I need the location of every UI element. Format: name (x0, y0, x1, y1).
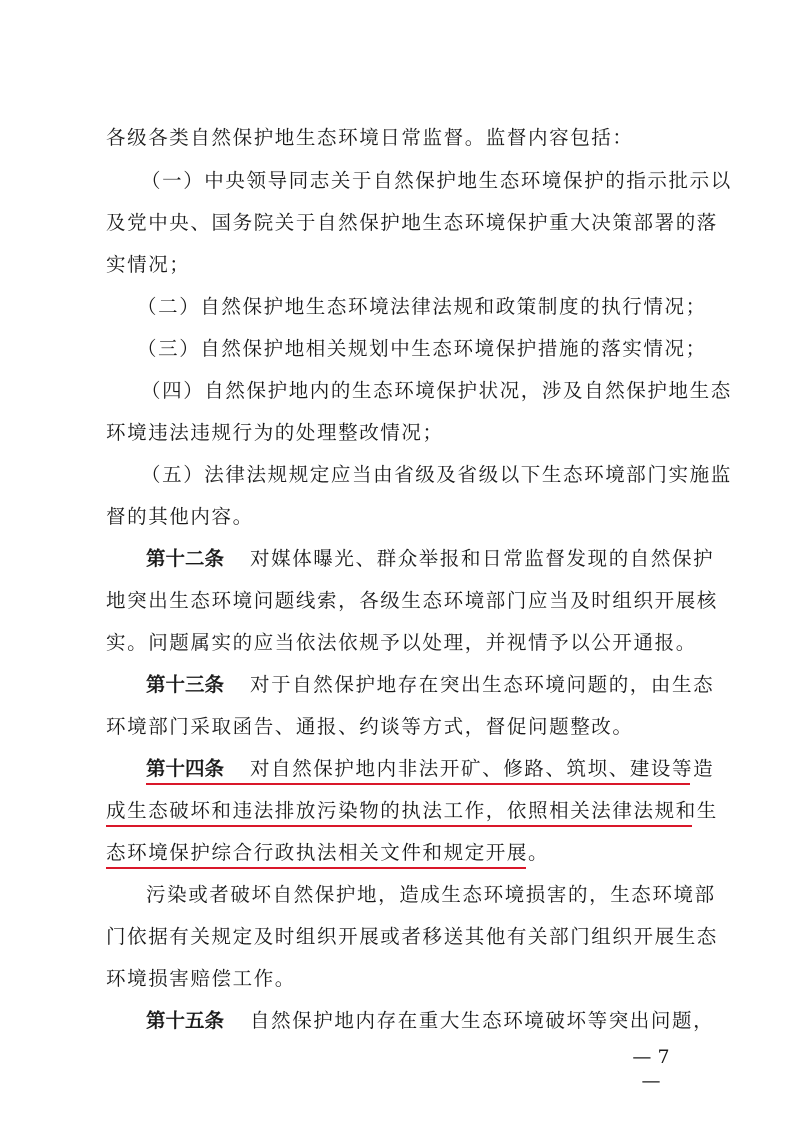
text-run: 地突出生态环境问题线索，各级生态环境部门应当及时组织开展核 (106, 589, 718, 612)
text-run: （一）中央领导同志关于自然保护地生态环境保护的指示批示以 (141, 169, 732, 192)
text-run: 环境部门采取函告、通报、约谈等方式，督促问题整改。 (106, 715, 634, 738)
text-run: （五）法律法规规定应当由省级及省级以下生态环境部门实施监 (141, 463, 732, 486)
text-run: 各级各类自然保护地生态环境日常监督。监督内容包括： (106, 126, 634, 149)
article-heading: 第十四条 (146, 757, 225, 780)
red-underline (146, 783, 690, 785)
red-underline (106, 867, 526, 869)
text-run: 及党中央、国务院关于自然保护地生态环境保护重大决策部署的落 (106, 211, 718, 234)
text-run: 污染或者破坏自然保护地，造成生态环境损害的，生态环境部 (146, 883, 716, 906)
article-heading: 第十五条 (146, 1009, 225, 1032)
text-run: 对于自然保护地存在突出生态环境问题的，由生态 (250, 673, 715, 696)
text-run: 对媒体曝光、群众举报和日常监督发现的自然保护 (250, 547, 715, 570)
text-run: 实情况； (106, 253, 191, 276)
text-run: 环境违法违规行为的处理整改情况； (106, 421, 444, 444)
text-run: （三）自然保护地相关规划中生态环境保护措施的落实情况； (137, 337, 707, 360)
text-run: （四）自然保护地内的生态环境保护状况，涉及自然保护地生态 (141, 379, 732, 402)
text-run: 自然保护地内存在重大生态环境破坏等突出问题， (250, 1009, 715, 1032)
text-run: （二）自然保护地生态环境法律法规和政策制度的执行情况； (137, 295, 707, 318)
article-heading: 第十二条 (146, 547, 225, 570)
text-run: 态环境保护综合行政执法相关文件和规定开展。 (106, 841, 550, 864)
text-run: 门依据有关规定及时组织开展或者移送其他有关部门组织开展生态 (106, 925, 718, 948)
page-number: — 7 — (632, 1046, 670, 1092)
text-run: 成生态破坏和违法排放污染物的执法工作，依照相关法律法规和生 (106, 799, 718, 822)
text-run: 环境损害赔偿工作。 (106, 967, 296, 990)
article-heading: 第十三条 (146, 673, 225, 696)
text-run: 实。问题属实的应当依法依规予以处理，并视情予以公开通报。 (106, 631, 697, 654)
text-run: 督的其他内容。 (106, 505, 254, 528)
red-underline (106, 825, 692, 827)
text-run: 对自然保护地内非法开矿、修路、筑坝、建设等造 (250, 757, 715, 780)
